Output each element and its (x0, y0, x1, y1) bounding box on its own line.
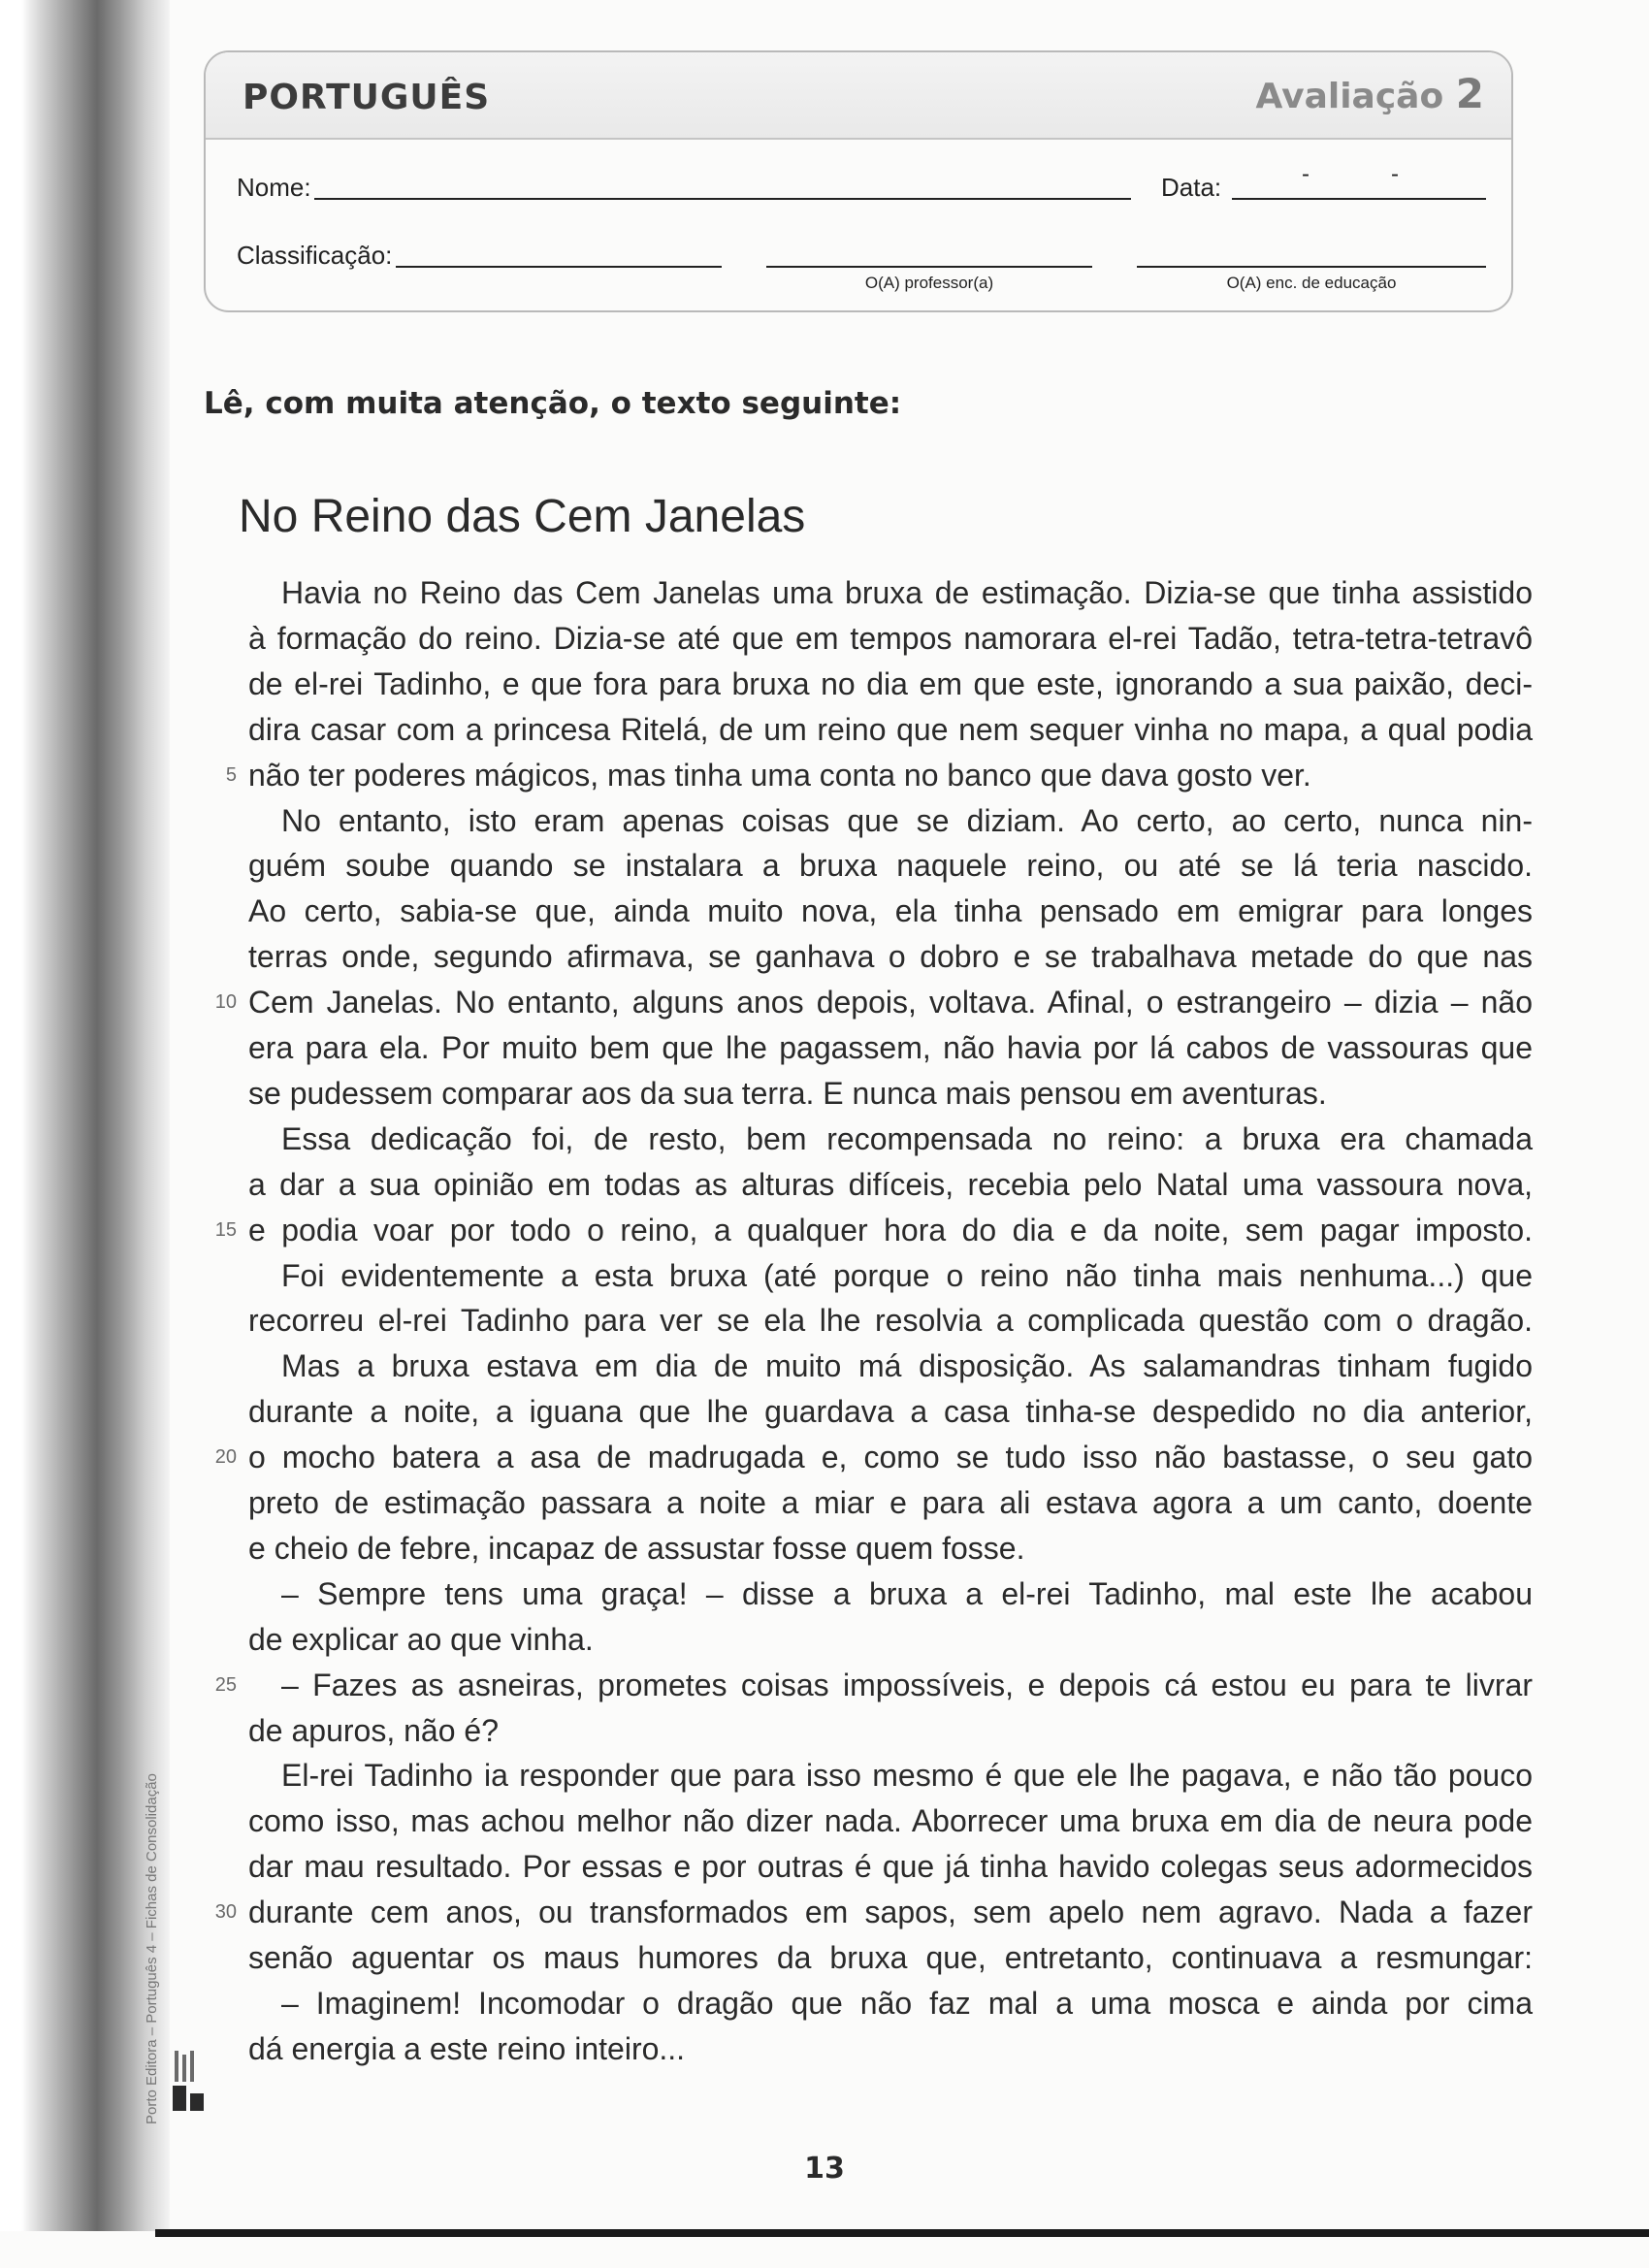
text-line: Mas a bruxa estava em dia de muito má disposição. As salamandras tinham fugido (281, 1348, 1533, 1384)
assessment-number: 2 (1455, 70, 1484, 117)
text-line: terras onde, segundo afirmava, se ganhava o dobro e se trabalhava metade do que nas (248, 939, 1533, 975)
text-line: dira casar com a princesa Ritelá, de um reino que nem sequer vinha no mapa, a qual podia (248, 711, 1533, 747)
instruction: Lê, com muita atenção, o texto seguinte: (204, 386, 902, 421)
header-band (206, 52, 1511, 140)
grade-field[interactable] (396, 266, 722, 268)
text-line: – Sempre tens uma graça! – disse a bruxa a el-rei Tadinho, mal este lhe acabou (281, 1575, 1533, 1611)
line-number: 5 (225, 763, 237, 786)
text-line: guém soube quando se instalara a bruxa naquele reino, ou até se lá teria nascido. (248, 848, 1533, 884)
text-line: durante cem anos, ou transformados em sapos, sem apelo nem agravo. Nada a fazer (248, 1895, 1533, 1930)
date-field[interactable] (1232, 198, 1486, 200)
text-line: Foi evidentemente a esta bruxa (até porque o reino não tinha mais nenhuma...) que (281, 1257, 1533, 1293)
text-line: Cem Janelas. No entanto, alguns anos depois, voltava. Afinal, o estrangeiro – dizia – não (248, 985, 1533, 1021)
grade-label: Classificação: (237, 241, 393, 270)
text-line: Havia no Reino das Cem Janelas uma bruxa de estimação. Dizia-se que tinha assistido (281, 575, 1533, 610)
text-line: senão aguentar os maus humores da bruxa que, entretanto, continuava a resmungar: (248, 1940, 1533, 1975)
text-line: El-rei Tadinho ia responder que para isso mesmo é que ele lhe pagava, e não tão pouco (281, 1758, 1533, 1794)
text-line: de el-rei Tadinho, e que fora para bruxa no dia em que este, ignorando a sua paixão, deci- (248, 665, 1533, 701)
text-line: e podia voar por todo o reino, a qualquer hora do dia e da noite, sem pagar imposto. (248, 1212, 1533, 1247)
text-line: se pudessem comparar aos da sua terra. E nunca mais pensou em aventuras. (248, 1075, 1327, 1111)
publisher-credit: Porto Editora – Português 4 – Fichas de Consolidação (144, 1773, 160, 2124)
text-line: Ao certo, sabia-se que, ainda muito nova, ela tinha pensado em emigrar para longes (248, 893, 1533, 929)
text-line: durante a noite, a iguana que lhe guardava a casa tinha-se despedido no dia anterior, (248, 1394, 1533, 1430)
text-line: não ter poderes mágicos, mas tinha uma conta no banco que dava gosto ver. (248, 757, 1311, 793)
text-line: dar mau resultado. Por essas e por outras é que já tinha havido colegas seus adormecidos (248, 1849, 1533, 1885)
name-label: Nome: (237, 173, 311, 202)
line-number: 30 (214, 1901, 237, 1924)
assessment-label: Avaliação (1255, 77, 1444, 116)
text-line: a dar a sua opinião em todas as alturas difíceis, recebia pelo Natal uma vassoura nova, (248, 1166, 1533, 1202)
text-line: o mocho batera a asa de madrugada e, como se tudo isso não bastasse, o seu gato (248, 1440, 1533, 1475)
text-line: Essa dedicação foi, de resto, bem recompensada no reino: a bruxa era chamada (281, 1120, 1533, 1156)
text-line: à formação do reino. Dizia-se até que em tempos namorara el-rei Tadão, tetra-tetra-tetravô (248, 620, 1533, 656)
text-line: e cheio de febre, incapaz de assustar fosse quem fosse. (248, 1530, 1025, 1566)
line-number: 10 (214, 991, 237, 1014)
text-line: era para ela. Por muito bem que lhe pagassem, não havia por lá cabos de vassouras que (248, 1030, 1533, 1065)
text-line: – Fazes as asneiras, prometes coisas impossíveis, e depois cá estou eu para te livrar (281, 1667, 1533, 1702)
text-line: como isso, mas achou melhor não dizer nada. Aborrecer uma bruxa em dia de neura pode (248, 1803, 1533, 1839)
date-separator-1: - (1302, 161, 1310, 187)
text-line: dá energia a este reino inteiro... (248, 2030, 686, 2066)
text-line: No entanto, isto eram apenas coisas que se diziam. Ao certo, ao certo, nunca nin- (281, 802, 1533, 838)
name-field[interactable] (314, 198, 1131, 200)
header-box (204, 50, 1513, 312)
date-label: Data: (1161, 173, 1222, 202)
scan-edge (155, 2229, 1649, 2237)
guardian-signature-field[interactable] (1137, 266, 1486, 268)
text-line: recorreu el-rei Tadinho para ver se ela lhe resolvia a complicada questão com o dragão. (248, 1303, 1533, 1339)
teacher-signature-field[interactable] (766, 266, 1092, 268)
text-line: de explicar ao que vinha. (248, 1621, 594, 1657)
page-number: 13 (804, 2152, 845, 2186)
story-title: No Reino das Cem Janelas (239, 491, 806, 542)
line-number: 25 (214, 1673, 237, 1696)
publisher-logo-icon (171, 2047, 210, 2115)
text-line: preto de estimação passara a noite a miar e para ali estava agora a um canto, doente (248, 1485, 1533, 1520)
text-line: – Imaginem! Incomodar o dragão que não faz mal a uma mosca e ainda por cima (281, 1985, 1533, 2021)
assessment-title (1256, 70, 1484, 117)
line-number: 15 (214, 1218, 237, 1241)
guardian-caption: O(A) enc. de educação (1226, 274, 1397, 292)
date-separator-2: - (1391, 161, 1399, 187)
subject-title: PORTUGUÊS (242, 78, 491, 117)
line-number: 20 (214, 1446, 237, 1469)
teacher-caption: O(A) professor(a) (864, 274, 994, 292)
text-line: de apuros, não é? (248, 1712, 499, 1748)
